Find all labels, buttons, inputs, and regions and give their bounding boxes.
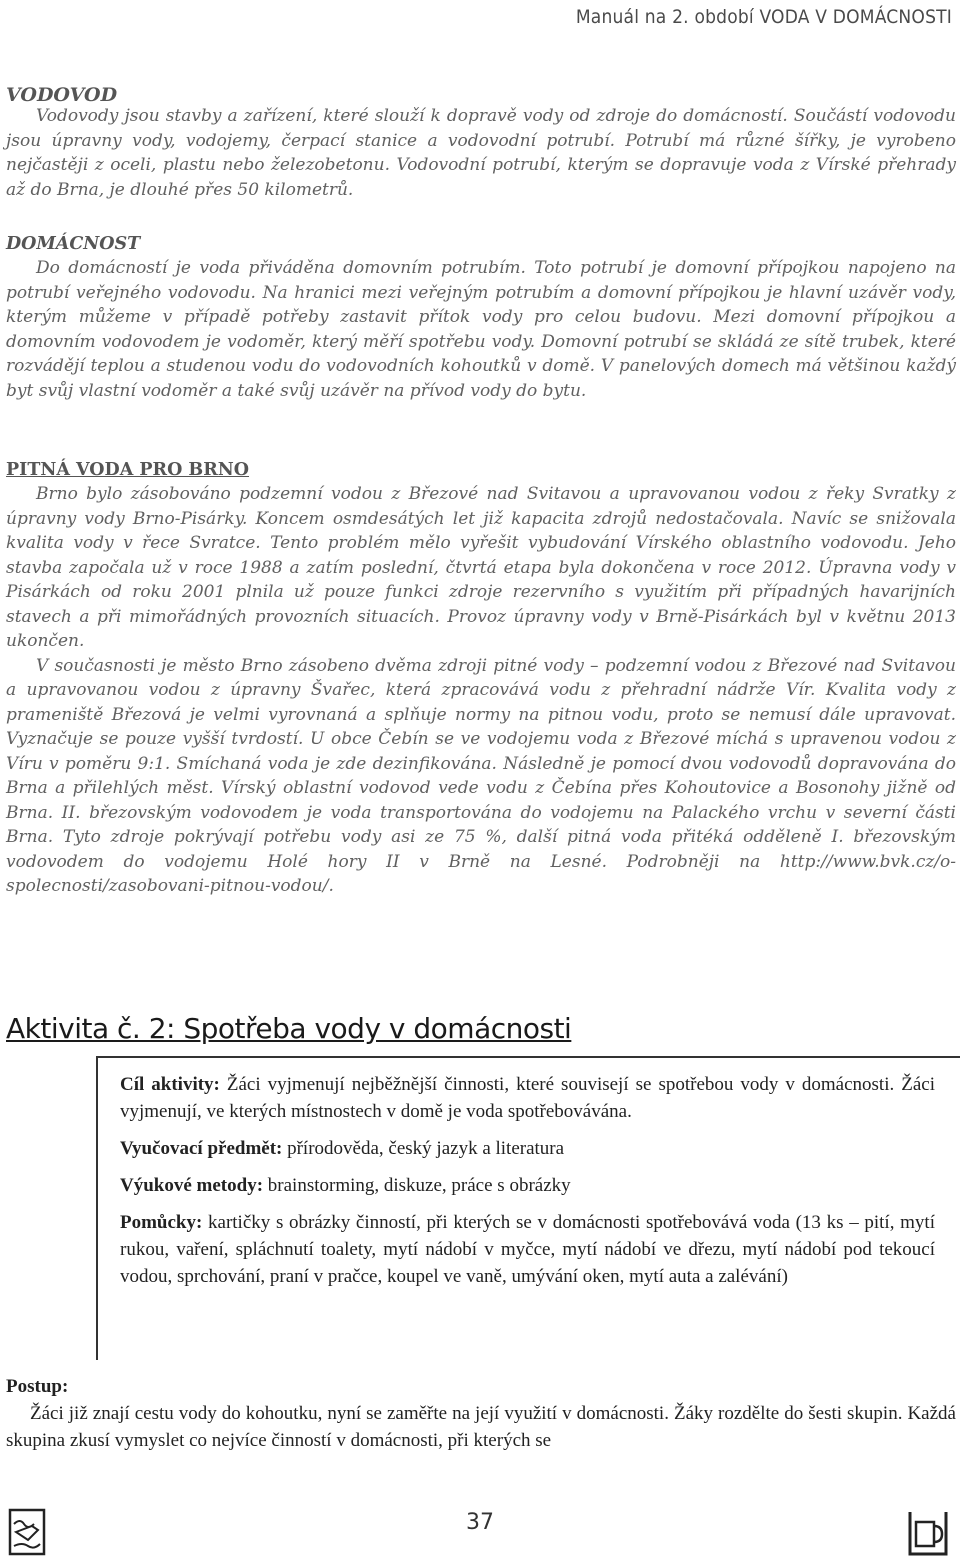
- section-vodovod: [6, 84, 956, 202]
- aids-label: Pomůcky:: [120, 1212, 203, 1233]
- mug-icon: [906, 1508, 952, 1558]
- aids-paragraph: [120, 1209, 935, 1290]
- section-heading-domacnost: DOMÁCNOST: [6, 234, 141, 254]
- activity-title: Aktivita č. 2: Spotřeba vody v domácnosti: [6, 1012, 572, 1045]
- page-number: 37: [466, 1510, 494, 1535]
- vodovod-text: Vodovody jsou stavby a zařízení, které slouží k dopravě vody od zdroje do domácností. Součástí vodovodu jsou úpravny vody, vodojemy, čerpací stanice a vodovodní potrubí. Potrubí má různé šířky, je vyrobeno nejčastěji z oceli, plastu nebo železobetonu. Vodovodní potrubí, kterým se dopravuje voda z Vírské přehrady až do Brna, je dlouhé přes 50 kilometrů.: [6, 106, 956, 200]
- section-domacnost: [6, 234, 956, 403]
- pitna-text-1: Brno bylo zásobováno podzemní vodou z Březové nad Svitavou a upravovanou vodou z řeky Svratky z úpravny vody Brno-Pisárky. Koncem osmdesátých let již kapacita zdrojů nedostačovala. Navíc se snižovala kvalita vody v řece Svratce. Tento problém mělo vyřešit vybudování Vírského oblastního vodovodu. Jeho stavba započala už v roce 1988 a zatím poslední, čtvrtá etapa byla dokončena v roce 2012. Úpravna vody v Pisárkách od roku 2001 plnila už pouze funkci zdroje rezervního s využitím při případných havarijních stavech a při mimořádných provozních situacích. Provoz úpravny vody v Brně-Pisárkách byl v květnu 2013 ukončen.: [6, 484, 956, 651]
- subject-text: přírodověda, český jazyk a literatura: [282, 1138, 565, 1159]
- methods-text: brainstorming, diskuze, práce s obrázky: [263, 1175, 571, 1196]
- section-pitna-voda: [6, 460, 956, 899]
- section-heading-pitna-voda: PITNÁ VODA PRO BRNO: [6, 460, 250, 480]
- domacnost-text: Do domácností je voda přiváděna domovním potrubím. Toto potrubí je domovní přípojkou napojeno na potrubí veřejného vodovodu. Na hranici mezi veřejným potrubím a domovní přípojkou je hlavní uzávěr vody, kterým můžeme v případě potřeby zastavit přítok vody pro celou budovu. Mezi domovní přípojkou a domovním vodovodem je vodoměr, který měří spotřebu vody. Domovní potrubí se skládá ze sítě trubek, které rozvádějí teplou a studenou vodu do vodovodních kohoutků v domě. V panelových domech má většinou každý byt svůj vlastní vodoměr a také svůj uzávěr na přívod vody do bytu.: [6, 258, 956, 401]
- section-heading-vodovod: VODOVOD: [6, 84, 118, 106]
- subject-label: Vyučovací předmět:: [120, 1138, 283, 1159]
- methods-label: Výukové metody:: [120, 1175, 264, 1196]
- running-header: Manuál na 2. období VODA V DOMÁCNOSTI: [575, 6, 952, 28]
- methods-paragraph: [120, 1172, 935, 1199]
- goal-label: Cíl aktivity:: [120, 1074, 220, 1095]
- procedure-section: [6, 1373, 956, 1454]
- activity-info-box: [96, 1056, 960, 1360]
- procedure-heading: Postup:: [6, 1376, 69, 1397]
- procedure-text: Žáci již znají cestu vody do kohoutku, nyní se zaměřte na její využití v domácnosti. Žáky rozdělte do šesti skupin. Každá skupina zkusí vymyslet co nejvíce činností v domácnosti, při kterých se: [6, 1403, 956, 1451]
- goal-paragraph: [120, 1071, 935, 1125]
- goal-text: Žáci vyjmenují nejběžnější činnosti, které souvisejí se spotřebou vody v domácnosti. Žáci vyjmenují, ve kterých místnostech v domě je voda spotřebovávána.: [120, 1074, 935, 1122]
- subject-paragraph: [120, 1135, 935, 1162]
- pitna-text-2: V současnosti je město Brno zásobeno dvěma zdroji pitné vody – podzemní vodou z Březové nad Svitavou a upravovanou vodou z úpravny Švařec, která zpracovává vodu z přehradní nádrže Vír. Kvalita vody z prameniště Březová je velmi vyrovnaná a splňuje normy na pitnou vodu, proto se nemusí dále upravovat. Vyznačuje se pouze vyšší tvrdostí. U obce Čebín se ve vodojemu voda z Březové míchá s upravenou vodou z Víru v poměru 9:1. Smíchaná voda je zde dezinfikována. Následně je pomocí dvou vodovodů dopravována do Brna a přilehlých měst. Vírský oblastní vodovod vede vodu z Čebína přes Kohoutovice a Bosonohy jižně od Brna. II. březovským vodovodem je voda transportována do vodojemu na Palackého vrchu v severní části Brna. Tyto zdroje pokrývají potřebu vody asi ze 75 %, další pitná voda přitéká odděleně I. březovským vodovodem do vodojemu Holé hory II v Brně na Lesné. Podrobněji na http://www.bvk.cz/o-spolecnosti/zasobovani-pitnou-vodou/.: [6, 655, 956, 896]
- aids-text: kartičky s obrázky činností, při kterých se v domácnosti spotřebovává voda (13 ks – pití, mytí rukou, vaření, spláchnutí toalety, mytí nádobí v myčce, mytí nádobí ve dřezu, mytí nádobí pod tekoucí vodou, sprchování, praní v pračce, koupel ve vaně, umývání oken, mytí auta a zalévání): [120, 1212, 935, 1287]
